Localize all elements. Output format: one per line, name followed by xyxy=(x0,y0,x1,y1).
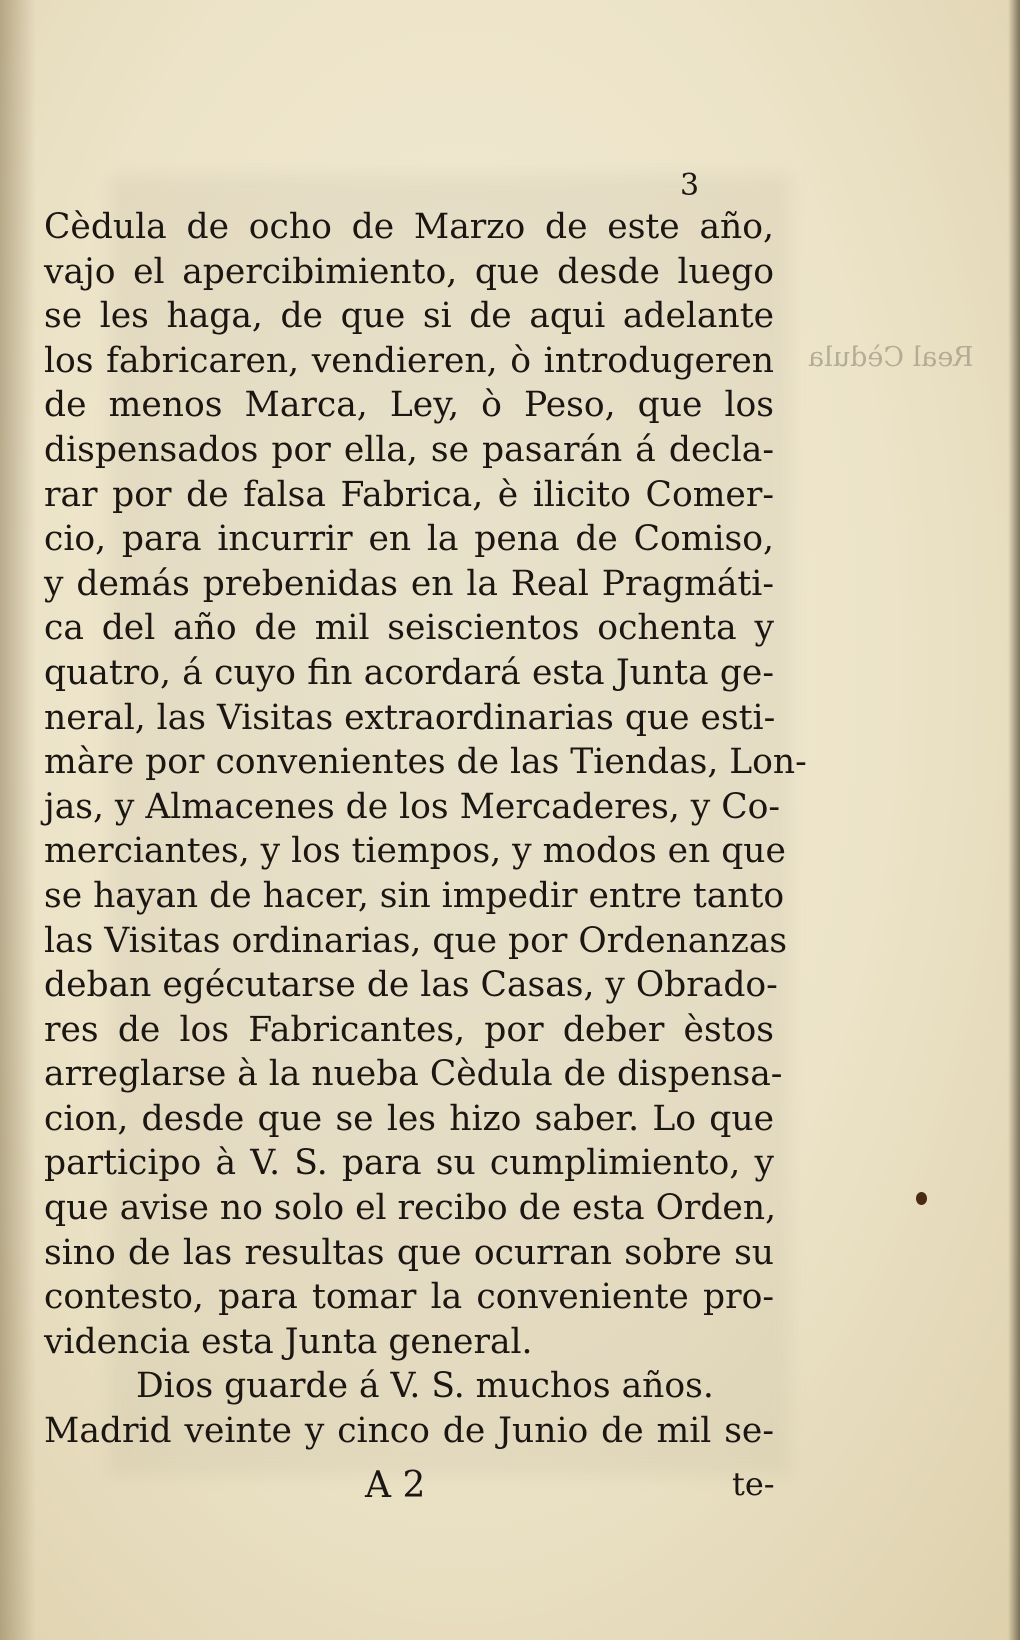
margin-note-bleed: Real Cèdula xyxy=(808,342,974,373)
text-line: videncia esta Junta general. xyxy=(44,1321,533,1362)
text-line: res de los Fabricantes, por deber èstos xyxy=(44,1009,774,1050)
text-line: los fabricaren, vendieren, ò introdugeren xyxy=(44,340,774,381)
text-line: arreglarse à la nueba Cèdula de dispensa- xyxy=(44,1054,783,1095)
text-line: de menos Marca, Ley, ò Peso, que los xyxy=(44,385,774,426)
closing-line: Dios guarde á V. S. muchos años. xyxy=(136,1366,714,1407)
text-line: màre por convenientes de las Tiendas, Lon- xyxy=(44,742,807,783)
text-line: las Visitas ordinarias, que por Ordenanzas xyxy=(44,920,788,961)
text-line: sino de las resultas que ocurran sobre su xyxy=(44,1232,774,1273)
body-text xyxy=(44,205,807,1454)
text-line: jas, y Almacenes de los Mercaderes, y Co- xyxy=(44,786,781,827)
text-line: se hayan de hacer, sin impedir entre tanto xyxy=(44,875,785,916)
catchword: te- xyxy=(732,1465,775,1503)
text-line: participo à V. S. para su cumplimiento, y xyxy=(44,1143,774,1184)
text-line: neral, las Visitas extraordinarias que esti- xyxy=(44,697,776,738)
text-line: rar por de falsa Fabrica, è ilicito Comer- xyxy=(44,474,774,515)
text-line: ca del año de mil seiscientos ochenta y xyxy=(44,608,774,649)
text-line: quatro, á cuyo fin acordará esta Junta ge- xyxy=(44,652,774,693)
text-line: Cèdula de ocho de Marzo de este año, xyxy=(44,207,774,247)
binding-shadow xyxy=(0,0,36,1640)
text-line: Madrid veinte y cinco de Junio de mil se- xyxy=(44,1411,774,1452)
ink-spot xyxy=(916,1192,927,1205)
text-line: cion, desde que se les hizo saber. Lo que xyxy=(44,1098,774,1139)
text-line: vajo el apercibimiento, que desde luego xyxy=(44,251,774,292)
page-number: 3 xyxy=(680,168,700,203)
text-line: contesto, para tomar la conveniente pro- xyxy=(44,1277,774,1318)
page-edge xyxy=(1008,0,1020,1640)
text-line: deban egécutarse de las Casas, y Obrado- xyxy=(44,965,778,1006)
text-line: que avise no solo el recibo de esta Orden, xyxy=(44,1188,777,1229)
signature-mark: A 2 xyxy=(365,1465,426,1506)
text-line: cio, para incurrir en la pena de Comiso, xyxy=(44,519,774,560)
text-line: y demás prebenidas en la Real Pragmáti- xyxy=(44,563,774,604)
text-line: dispensados por ella, se pasarán á decla- xyxy=(44,429,774,470)
text-line: merciantes, y los tiempos, y modos en que xyxy=(44,831,786,872)
text-line: se les haga, de que si de aqui adelante xyxy=(44,296,774,337)
